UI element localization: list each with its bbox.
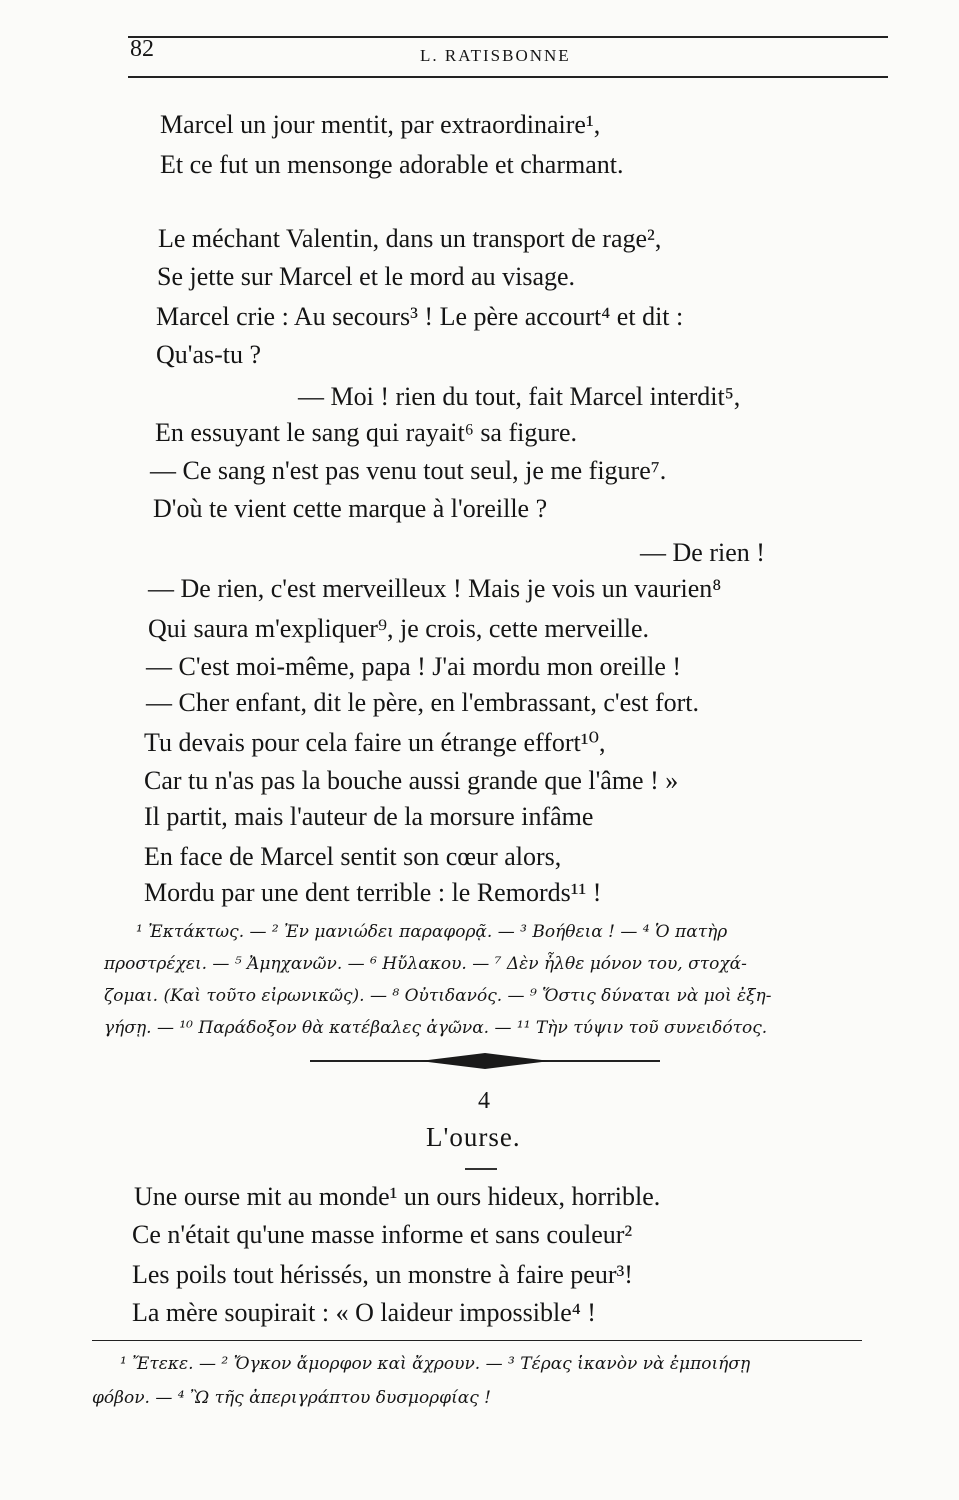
- verse-line: Le méchant Valentin, dans un transport de rage²,: [158, 224, 662, 253]
- verse-line: Marcel un jour mentit, par extraordinaire¹,: [160, 110, 601, 139]
- verse-line: Et ce fut un mensonge adorable et charmant.: [160, 150, 624, 179]
- verse-line: Les poils tout hérissés, un monstre à faire peur³!: [132, 1260, 633, 1289]
- verse-line: Car tu n'as pas la bouche aussi grande que l'âme ! »: [144, 766, 679, 795]
- verse-line: Il partit, mais l'auteur de la morsure infâme: [144, 802, 594, 831]
- title-rule: [465, 1168, 497, 1170]
- verse-line: Ce n'était qu'une masse informe et sans couleur²: [132, 1220, 633, 1249]
- verse-line: — Cher enfant, dit le père, en l'embrassant, c'est fort.: [146, 688, 700, 717]
- verse-line: — Ce sang n'est pas venu tout seul, je me figure⁷.: [150, 456, 667, 485]
- footnote-line: φόβον. — ⁴ Ὢ τῆς ἀπεριγράπτου δυσμορφίας !: [92, 1388, 491, 1408]
- verse-line: Se jette sur Marcel et le mord au visage.: [157, 262, 576, 291]
- footnote-line: ¹ Ἐκτάκτως. — ² Ἐν μανιώδει παραφορᾷ. — ³ Βοήθεια ! — ⁴ Ὁ πατὴρ: [136, 922, 728, 942]
- header-bottom-rule: [128, 76, 888, 78]
- verse-line: Mordu par une dent terrible : le Remords¹¹ !: [144, 878, 602, 907]
- verse-line: Une ourse mit au monde¹ un ours hideux, horrible.: [134, 1182, 661, 1211]
- verse-line: Qui saura m'expliquer⁹, je crois, cette merveille.: [148, 614, 650, 643]
- verse-line: — De rien, c'est merveilleux ! Mais je vois un vaurien⁸: [148, 574, 722, 603]
- header-top-rule: [128, 36, 888, 38]
- footnote-line: γήσῃ. — ¹⁰ Παράδοξον θὰ κατέβαλες ἀγῶνα. — ¹¹ Τὴν τύψιν τοῦ συνειδότος.: [104, 1018, 768, 1038]
- running-title: L. RATISBONNE: [420, 46, 571, 65]
- verse-line: En essuyant le sang qui rayait⁶ sa figure.: [155, 418, 578, 447]
- section-ornament: [310, 1050, 660, 1072]
- footnote-line: ¹ Ἔτεκε. — ² Ὄγκον ἄμορφον καὶ ἄχρουν. — ³ Τέρας ἱκανὸν νὰ ἐμποιήσῃ: [120, 1354, 751, 1374]
- verse-line: Marcel crie : Au secours³ ! Le père accourt⁴ et dit :: [156, 302, 684, 331]
- verse-line: — Moi ! rien du tout, fait Marcel interdit⁵,: [298, 382, 741, 411]
- footnote-line: προστρέχει. — ⁵ Ἀμηχανῶν. — ⁶ Ηὔλακου. — ⁷ Δὲν ἦλθε μόνον του, στοχά-: [104, 954, 747, 974]
- section-title: L'ourse.: [426, 1122, 521, 1152]
- verse-line: En face de Marcel sentit son cœur alors,: [144, 842, 562, 871]
- footnote-line: ζομαι. (Καὶ τοῦτο εἰρωνικῶς). — ⁸ Οὐτιδανός. — ⁹ Ὅστις δύναται νὰ μοὶ ἐξη-: [104, 986, 772, 1006]
- section-number: 4: [478, 1088, 490, 1114]
- verse-line: Qu'as-tu ?: [156, 340, 262, 369]
- verse-line: La mère soupirait : « O laideur impossible⁴ !: [132, 1298, 596, 1327]
- footnote-rule: [92, 1340, 862, 1341]
- verse-line: D'où te vient cette marque à l'oreille ?: [153, 494, 548, 523]
- verse-line: — C'est moi-même, papa ! J'ai mordu mon oreille !: [146, 652, 682, 681]
- page-number: 82: [130, 36, 154, 62]
- verse-line: Tu devais pour cela faire un étrange effort¹⁰,: [144, 728, 606, 757]
- verse-line: — De rien !: [640, 538, 765, 567]
